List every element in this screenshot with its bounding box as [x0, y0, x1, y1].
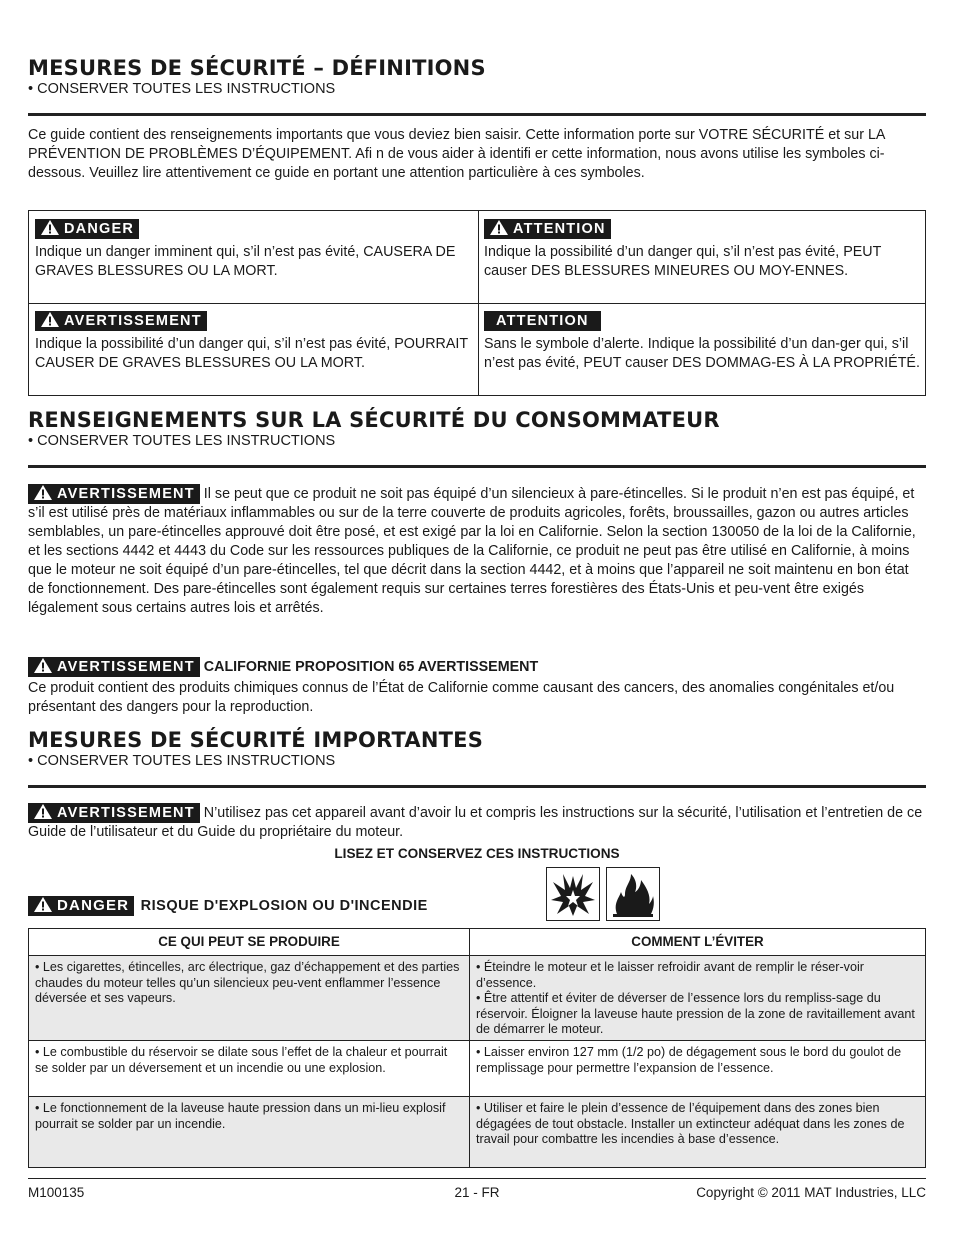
prop65-heading: CALIFORNIE PROPOSITION 65 AVERTISSEMENT	[203, 659, 539, 675]
section-important-safety-title: MESURES DE SÉCURITÉ IMPORTANTES	[28, 728, 484, 752]
table-row-1-what: • Les cigarettes, étincelles, arc électrique, gaz d’échappement et des parties chaudes du moteur telles qu’un silencieux peu-vent enflammer l’essence déversée et ses vapeurs.	[29, 956, 469, 1040]
intro-paragraph: Ce guide contient des renseignements importants que vous deviez bien saisir. Cette information porte sur VOTRE SÉCURITÉ et sur LA PRÉVENTION DE PROBLÈMES D’ÉQUIPEMENT. Afi n de vous aider à identifi er cette information, nous avons utilise les symboles ci-dessous. Veuillez lire attentivement ce guide en portant une attention particulière à ces symboles.	[28, 127, 885, 181]
table-row-3-what: • Le fonctionnement de la laveuse haute pression dans un mi-lieu explosif pourrait se solder par un incendie.	[29, 1097, 469, 1167]
alert-triangle-icon	[33, 484, 53, 501]
section-consumer-safety-title: RENSEIGNEMENTS SUR LA SÉCURITÉ DU CONSOMMATEUR	[28, 408, 720, 432]
spark-arrester-text: Il se peut que ce produit ne soit pas équipé d’un silencieux à pare-étincelles. Si le produit n’en est pas équipé, et s’il est utilisé près de matériaux inflammables ou sur de la terre couverte de produits agricoles, forêts, broussailles, gazon ou autres articles semblables, un pare-étincelles approuvé doit être posé, et est exigé par la loi en Californie. Selon la section 130050 de la loi de la Californie, et les sections 4442 et 4443 du Code sur les ressources publiques de la Californie, ce produit ne peut pas être utilisé en Californie, à moins que le moteur ne soit équipé d’un pare-étincelles, tel que décrit dans la section 4442, et à moins que l’appareil ne soit maintenu en bon état de fonctionnement. Des pare-étincelles sont également requis sur certaines terres forestières des États-Unis et peu-vent être exigés légalement sous certains autres lois et arrêtés.	[28, 486, 916, 616]
definition-danger-text: Indique un danger imminent qui, s’il n’est pas évité, CAUSERA DE GRAVES BLESSURES OU LA MORT.	[35, 244, 456, 279]
definition-attention-property-text: Sans le symbole d’alerte. Indique la possibilité d’un dan-ger qui, s’il n’est pas évité, PEUT causer DES DOMMAG-ES À LA PROPRIÉTÉ.	[484, 336, 920, 371]
section-definitions-subtitle: • CONSERVER TOUTES LES INSTRUCTIONS	[28, 81, 336, 97]
definition-avertissement	[35, 311, 471, 373]
section-definitions-title: MESURES DE SÉCURITÉ – DÉFINITIONS	[28, 56, 486, 80]
section-divider	[28, 785, 926, 788]
table-row-2-what: • Le combustible du réservoir se dilate sous l’effet de la chaleur et pourrait se solder par un déversement et un incendie ou une explosion.	[35, 1045, 448, 1075]
alert-triangle-icon	[33, 657, 53, 674]
alert-triangle-icon	[40, 311, 60, 328]
read-keep-instructions: LISEZ ET CONSERVEZ CES INSTRUCTIONS	[334, 846, 620, 861]
spark-arrester-warning	[28, 484, 926, 618]
attention-badge-no-symbol: ATTENTION	[484, 311, 601, 331]
footer-rule	[28, 1178, 926, 1179]
avertissement-badge: AVERTISSEMENT	[35, 311, 207, 331]
table-divider-horizontal	[29, 303, 925, 304]
danger-badge: DANGER	[35, 219, 139, 239]
read-manual-text: N’utilisez pas cet appareil avant d’avoir lu et compris les instructions sur la sécurité, l’utilisation et l’entretien de ce Guide de l’utilisateur et du Guide du propriétaire du moteur.	[28, 805, 923, 840]
prop65-warning	[28, 657, 926, 717]
table-row-3-how: • Utiliser et faire le plein d’essence de l’équipement dans des zones bien dégagées de tout obstacle. Installer un extincteur adéquat dans les zones de travail pour combattre les incendies à base d’essence.	[470, 1097, 925, 1167]
section-divider	[28, 113, 926, 116]
hazard-header-what: CE QUI PEUT SE PRODUIRE	[158, 934, 340, 949]
section-divider	[28, 465, 926, 468]
section-important-safety-subtitle: • CONSERVER TOUTES LES INSTRUCTIONS	[28, 753, 336, 769]
explosion-icon	[546, 867, 600, 921]
read-manual-warning	[28, 803, 926, 842]
table-row-2-how: • Laisser environ 127 mm (1/2 po) de dégagement sous le bord du goulot de remplissage pour permettre l’expansion de l’essence.	[476, 1045, 902, 1075]
definition-avertissement-text: Indique la possibilité d’un danger qui, s’il n’est pas évité, POURRAIT CAUSER DE GRAVES BLESSURES OU LA MORT.	[35, 336, 468, 371]
hazard-table	[28, 928, 926, 1168]
explosion-fire-danger	[28, 896, 428, 916]
avertissement-badge: AVERTISSEMENT	[28, 803, 200, 823]
alert-triangle-icon	[40, 219, 60, 236]
definition-attention-property	[484, 311, 920, 373]
alert-triangle-icon	[33, 803, 53, 820]
definition-attention-text: Indique la possibilité d’un danger qui, s’il n’est pas évité, PEUT causer DES BLESSURES MINEURES OU MOY-ENNES.	[484, 244, 882, 279]
signal-word-table	[28, 210, 926, 396]
avertissement-badge: AVERTISSEMENT	[28, 657, 200, 677]
prop65-text: Ce produit contient des produits chimiques connus de l’État de Californie comme causant des cancers, des anomalies congénitales et/ou présentant des dangers pour la reproduction.	[28, 680, 895, 715]
avertissement-badge: AVERTISSEMENT	[28, 484, 200, 504]
attention-badge: ATTENTION	[484, 219, 611, 239]
definition-attention	[484, 219, 920, 281]
fire-icon	[606, 867, 660, 921]
hazard-header-how: COMMENT L’ÉVITER	[631, 934, 764, 949]
table-row-1-how-item: • Être attentif et éviter de déverser de l’essence lors du rempliss-sage du réservoir. Éloigner la laveuse haute pression de la zone de ravitaillement avant de démarrer le moteur.	[476, 991, 915, 1037]
section-consumer-safety-subtitle: • CONSERVER TOUTES LES INSTRUCTIONS	[28, 433, 336, 449]
page-number: 21 - FR	[454, 1185, 500, 1200]
danger-badge: DANGER	[28, 896, 134, 916]
table-row-1-how	[470, 956, 925, 1040]
copyright: Copyright © 2011 MAT Industries, LLC	[696, 1185, 926, 1200]
explosion-fire-heading: RISQUE D'EXPLOSION OU D'INCENDIE	[140, 898, 428, 914]
alert-triangle-icon	[33, 896, 53, 913]
definition-danger	[35, 219, 471, 281]
document-number: M100135	[28, 1185, 85, 1200]
alert-triangle-icon	[489, 219, 509, 236]
table-row-1-how-item: • Éteindre le moteur et le laisser refroidir avant de remplir le réser-voir d’essence.	[476, 960, 864, 990]
